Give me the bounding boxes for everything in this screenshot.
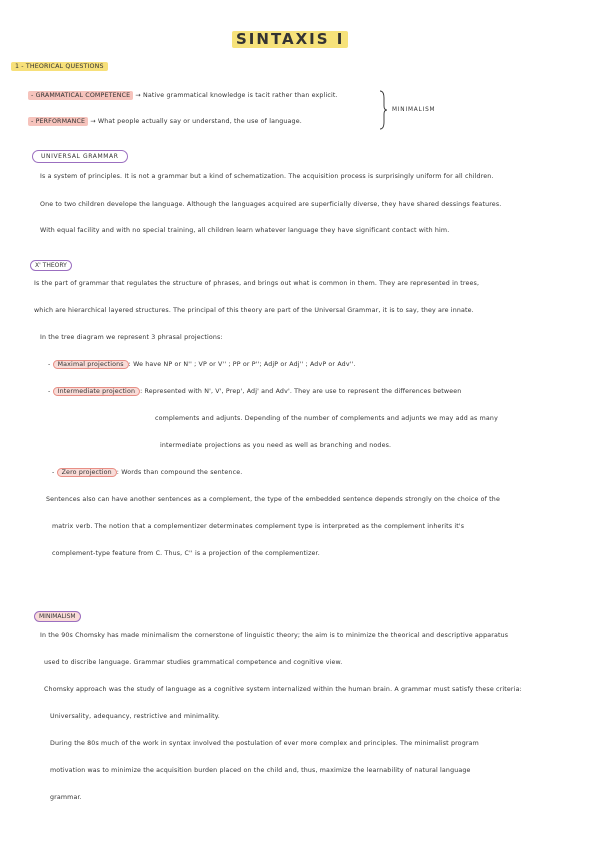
- ug-line-3: With equal facility and with no special training, all children learn whatever language they have significant contact with him.: [40, 227, 450, 234]
- minimalism-label: MINIMALISM: [34, 611, 81, 622]
- maximal-term: Maximal projections: [53, 360, 129, 369]
- intermediate-line: [48, 388, 461, 395]
- universal-grammar-badge: [32, 143, 128, 162]
- universal-grammar-label: UNIVERSAL GRAMMAR: [32, 150, 128, 163]
- performance-line: [28, 118, 302, 125]
- zero-term: Zero projection: [57, 468, 117, 477]
- min-line-1: In the 90s Chomsky has made minimalism the cornerstone of linguistic theory; the aim is to minimize the theorical and descriptive apparatus: [40, 632, 509, 639]
- sentence-line-3: complement-type feature from C. Thus, C'' is a projection of the complementizer.: [52, 550, 320, 557]
- brace-label: MINIMALISM: [392, 107, 436, 113]
- ug-line-2: One to two children develope the language. Although the languages acquired are superficially diverse, they have shared dessings features.: [40, 201, 502, 208]
- xbar-line-2: which are hierarchical layered structures. The principal of this theory are part of the Universal Grammar, it is to say, they are innate.: [34, 307, 474, 314]
- ug-line-1: Is a system of principles. It is not a grammar but a kind of schematization. The acquisition process is surprisingly uniform for all children.: [40, 173, 494, 180]
- zero-text: : Words than compound the sentence.: [116, 469, 243, 476]
- min-line-3: Chomsky approach was the study of language as a cognitive system internalized within the human brain. A grammar must satisfy these criteria:: [44, 686, 522, 693]
- min-line-7: grammar.: [50, 794, 82, 801]
- maximal-dash: -: [48, 361, 53, 368]
- maximal-line: [48, 361, 356, 368]
- minimalism-badge: [34, 603, 81, 622]
- zero-line: [52, 469, 242, 476]
- xbar-label: X' THEORY: [30, 260, 72, 271]
- xbar-line-1: Is the part of grammar that regulates the structure of phrases, and brings out what is common in them. They are represented in trees,: [34, 280, 480, 287]
- sentence-line-1: Sentences also can have another sentences as a complement, the type of the embedded sentence depends strongly on the choice of the: [46, 496, 500, 503]
- intermediate-text-1: : Represented with N', V', Prep', Adj' and Adv'. They are use to represent the differences between: [140, 388, 462, 395]
- competence-text: → Native grammatical knowledge is tacit rather than explicit.: [135, 92, 338, 99]
- competence-line: [28, 92, 338, 99]
- min-line-6: motivation was to minimize the acquisition burden placed on the child and, thus, maximize the learnability of natural language: [50, 767, 471, 774]
- intermediate-line-2: complements and adjunts. Depending of the number of complements and adjunts we may add as many: [155, 415, 498, 422]
- page-title: SINTAXIS I: [232, 31, 348, 48]
- sentence-line-2: matrix verb. The notion that a complementizer determinates complement type is interpreted as the complement inherits it's: [52, 523, 465, 530]
- curly-brace-icon: [378, 90, 388, 130]
- min-line-2: used to discribe language. Grammar studies grammatical competence and cognitive view.: [44, 659, 343, 666]
- zero-dash: -: [52, 469, 57, 476]
- min-line-4: Universality, adequancy, restrictive and minimality.: [50, 713, 220, 720]
- xbar-badge: [30, 252, 72, 271]
- min-line-5: During the 80s much of the work in syntax involved the postulation of ever more complex and principles. The minimalist program: [50, 740, 479, 747]
- competence-term: - GRAMMATICAL COMPETENCE: [28, 91, 133, 100]
- section-heading: [11, 63, 108, 70]
- intermediate-term: Intermediate projection: [53, 387, 141, 396]
- performance-text: → What people actually say or understand, the use of language.: [90, 118, 302, 125]
- xbar-line-3: In the tree diagram we represent 3 phrasal projections:: [40, 334, 223, 341]
- performance-term: - PERFORMANCE: [28, 117, 88, 126]
- section-heading-label: 1 - THEORICAL QUESTIONS: [11, 62, 108, 71]
- intermediate-line-3: intermediate projections as you need as well as branching and nodes.: [160, 442, 392, 449]
- intermediate-dash: -: [48, 388, 53, 395]
- maximal-text: : We have NP or N'' ; VP or V'' ; PP or P''; AdjP or Adj'' ; AdvP or Adv''.: [128, 361, 356, 368]
